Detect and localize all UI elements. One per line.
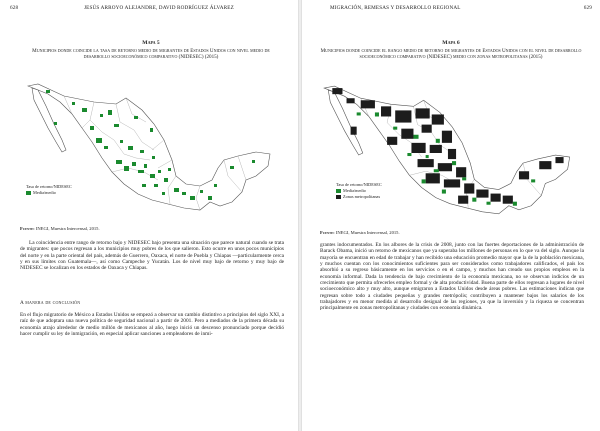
- left-running-head: [10, 5, 292, 13]
- left-legend-item: [26, 190, 72, 196]
- right-body-text: [320, 242, 584, 312]
- left-map-legend: [26, 184, 72, 196]
- left-page: [6, 0, 296, 431]
- right-map-caption: Municipios donde coincide el rango medio de retorno de migrantes de Estados Unidos con el nivel de desarrollo socioeconómico comparativo (NIDESEC) medio con zonas metropolitanas (2015): [320, 48, 582, 61]
- right-source-text: INEGI, Muestra Intercensal, 2015.: [335, 230, 400, 235]
- left-map-source: [20, 226, 100, 231]
- left-legend-label: Media/medio: [33, 190, 56, 195]
- right-mexico-map: [320, 82, 582, 224]
- right-legend-swatch-dark: [336, 195, 341, 199]
- conclusion-paragraph: En el flujo migratorio de México a Estados Unidos se empezó a observar un cambio distintivo a principios del siglo XXI, a raíz de que adoptara una nueva política de seguridad nacional a partir de 2001. Pero a mediados de la primera década su economía atrajo alrededor de medio millón de mexicanos al año, luego inició un descenso pronunciado porque decidió hacer cumplir su ley de inmigración, en especial aplicar sanciones a empleadores de inmi-: [20, 312, 284, 338]
- book-gutter: [298, 0, 302, 431]
- section-heading: A manera de conclusión: [20, 300, 81, 306]
- left-conclusion-text: [20, 312, 284, 337]
- right-source-label: Fuente:: [320, 230, 335, 235]
- right-legend-item: [336, 194, 382, 200]
- right-legend-label: Zonas metropolitanas: [343, 194, 381, 199]
- left-source-label: Fuente:: [20, 226, 35, 231]
- right-page: [306, 0, 596, 431]
- right-legend-label: Media/medio: [343, 188, 366, 193]
- right-legend-swatch-green: [336, 189, 341, 193]
- right-running-head: [310, 5, 592, 13]
- right-page-number: 629: [583, 5, 592, 11]
- left-page-number: 628: [10, 5, 19, 11]
- left-paragraph: La coincidencia entre rango de retorno bajo y NIDESEC bajo presenta una situación que parece natural cuando se trata de migrantes: que pocos regresan a los municipios muy pobres de los que salieron. Esto ocurre en unos pocos municipios del norte y en la parte oriental del país, además de Guerrero, Oaxaca, el norte de Puebla y Chiapas —particularmente cerca y en sus límites con Guatemala—, así como Campeche y Yucatán. Los de nivel muy bajo de retorno y muy bajo de NIDESEC se localizan en los estados de Oaxaca y Chiapas.: [20, 240, 284, 272]
- left-mexico-map: [24, 80, 282, 220]
- left-legend-title: Tasa de retorno/NIDESEC: [26, 184, 72, 189]
- left-legend-swatch: [26, 191, 31, 195]
- left-source-text: INEGI, Muestra Intercensal, 2015.: [35, 226, 100, 231]
- left-map-caption: Municipios donde coincide la tasa de retorno medio de migrantes de Estados Unidos con nivel medio de desarrollo socioeconómico comparativo (NIDESEC) (2015): [32, 48, 270, 61]
- right-map-label: Mapa 6: [442, 40, 460, 46]
- right-legend-title: Tasa de retorno/NIDESEC: [336, 182, 382, 187]
- left-running-title: JESÚS ARROYO ALEJANDRE, DAVID RODRÍGUEZ ÁLVAREZ: [84, 5, 234, 11]
- right-running-title: MIGRACIÓN, REMESAS Y DESARROLLO REGIONAL: [330, 5, 461, 11]
- right-map-legend: [336, 182, 382, 200]
- left-map-label: Mapa 5: [142, 40, 160, 46]
- right-paragraph: grantes indocumentados. En los albores de la crisis de 2008, junto con las fuertes deportaciones de la administración de Barack Obama, inició un retorno de mexicanos que ya superaba los millones de personas en lo que va del siglo. Aunque la mayoría se encuentran en edad de trabajar y han recibido una educación promedio mayor que la de la población mexicana, y muchos cuentan con los conocimientos suficientes para ser considerados como trabajadores calificados, el país los absorbió a su regreso básicamente en los servicios o en el campo, y muchos han creado sus propios empleos en la economía informal. Dada la tendencia de bajo crecimiento de la economía mexicana, no se observan indicios de un crecimiento que permita ofrecerles empleo formal y de alta productividad. Buena parte de ellos regresan a lugares de nivel socioeconómico alto y muy alto, aunque emigraron a Estados Unidos desde áreas pobres. Las estimaciones indican que regresan sobre todo a ciudades pequeñas y grandes metrópolis; contribuyen a mantener bajos los salarios de los trabajadores y en menor medida al desarrollo desigual de las regiones, ya que la inversión y la riqueza se concentran principalmente en zonas metropolitanas y ciudades con economía dinámica.: [320, 242, 584, 312]
- right-map-source: [320, 230, 400, 235]
- left-body-text: [20, 240, 284, 272]
